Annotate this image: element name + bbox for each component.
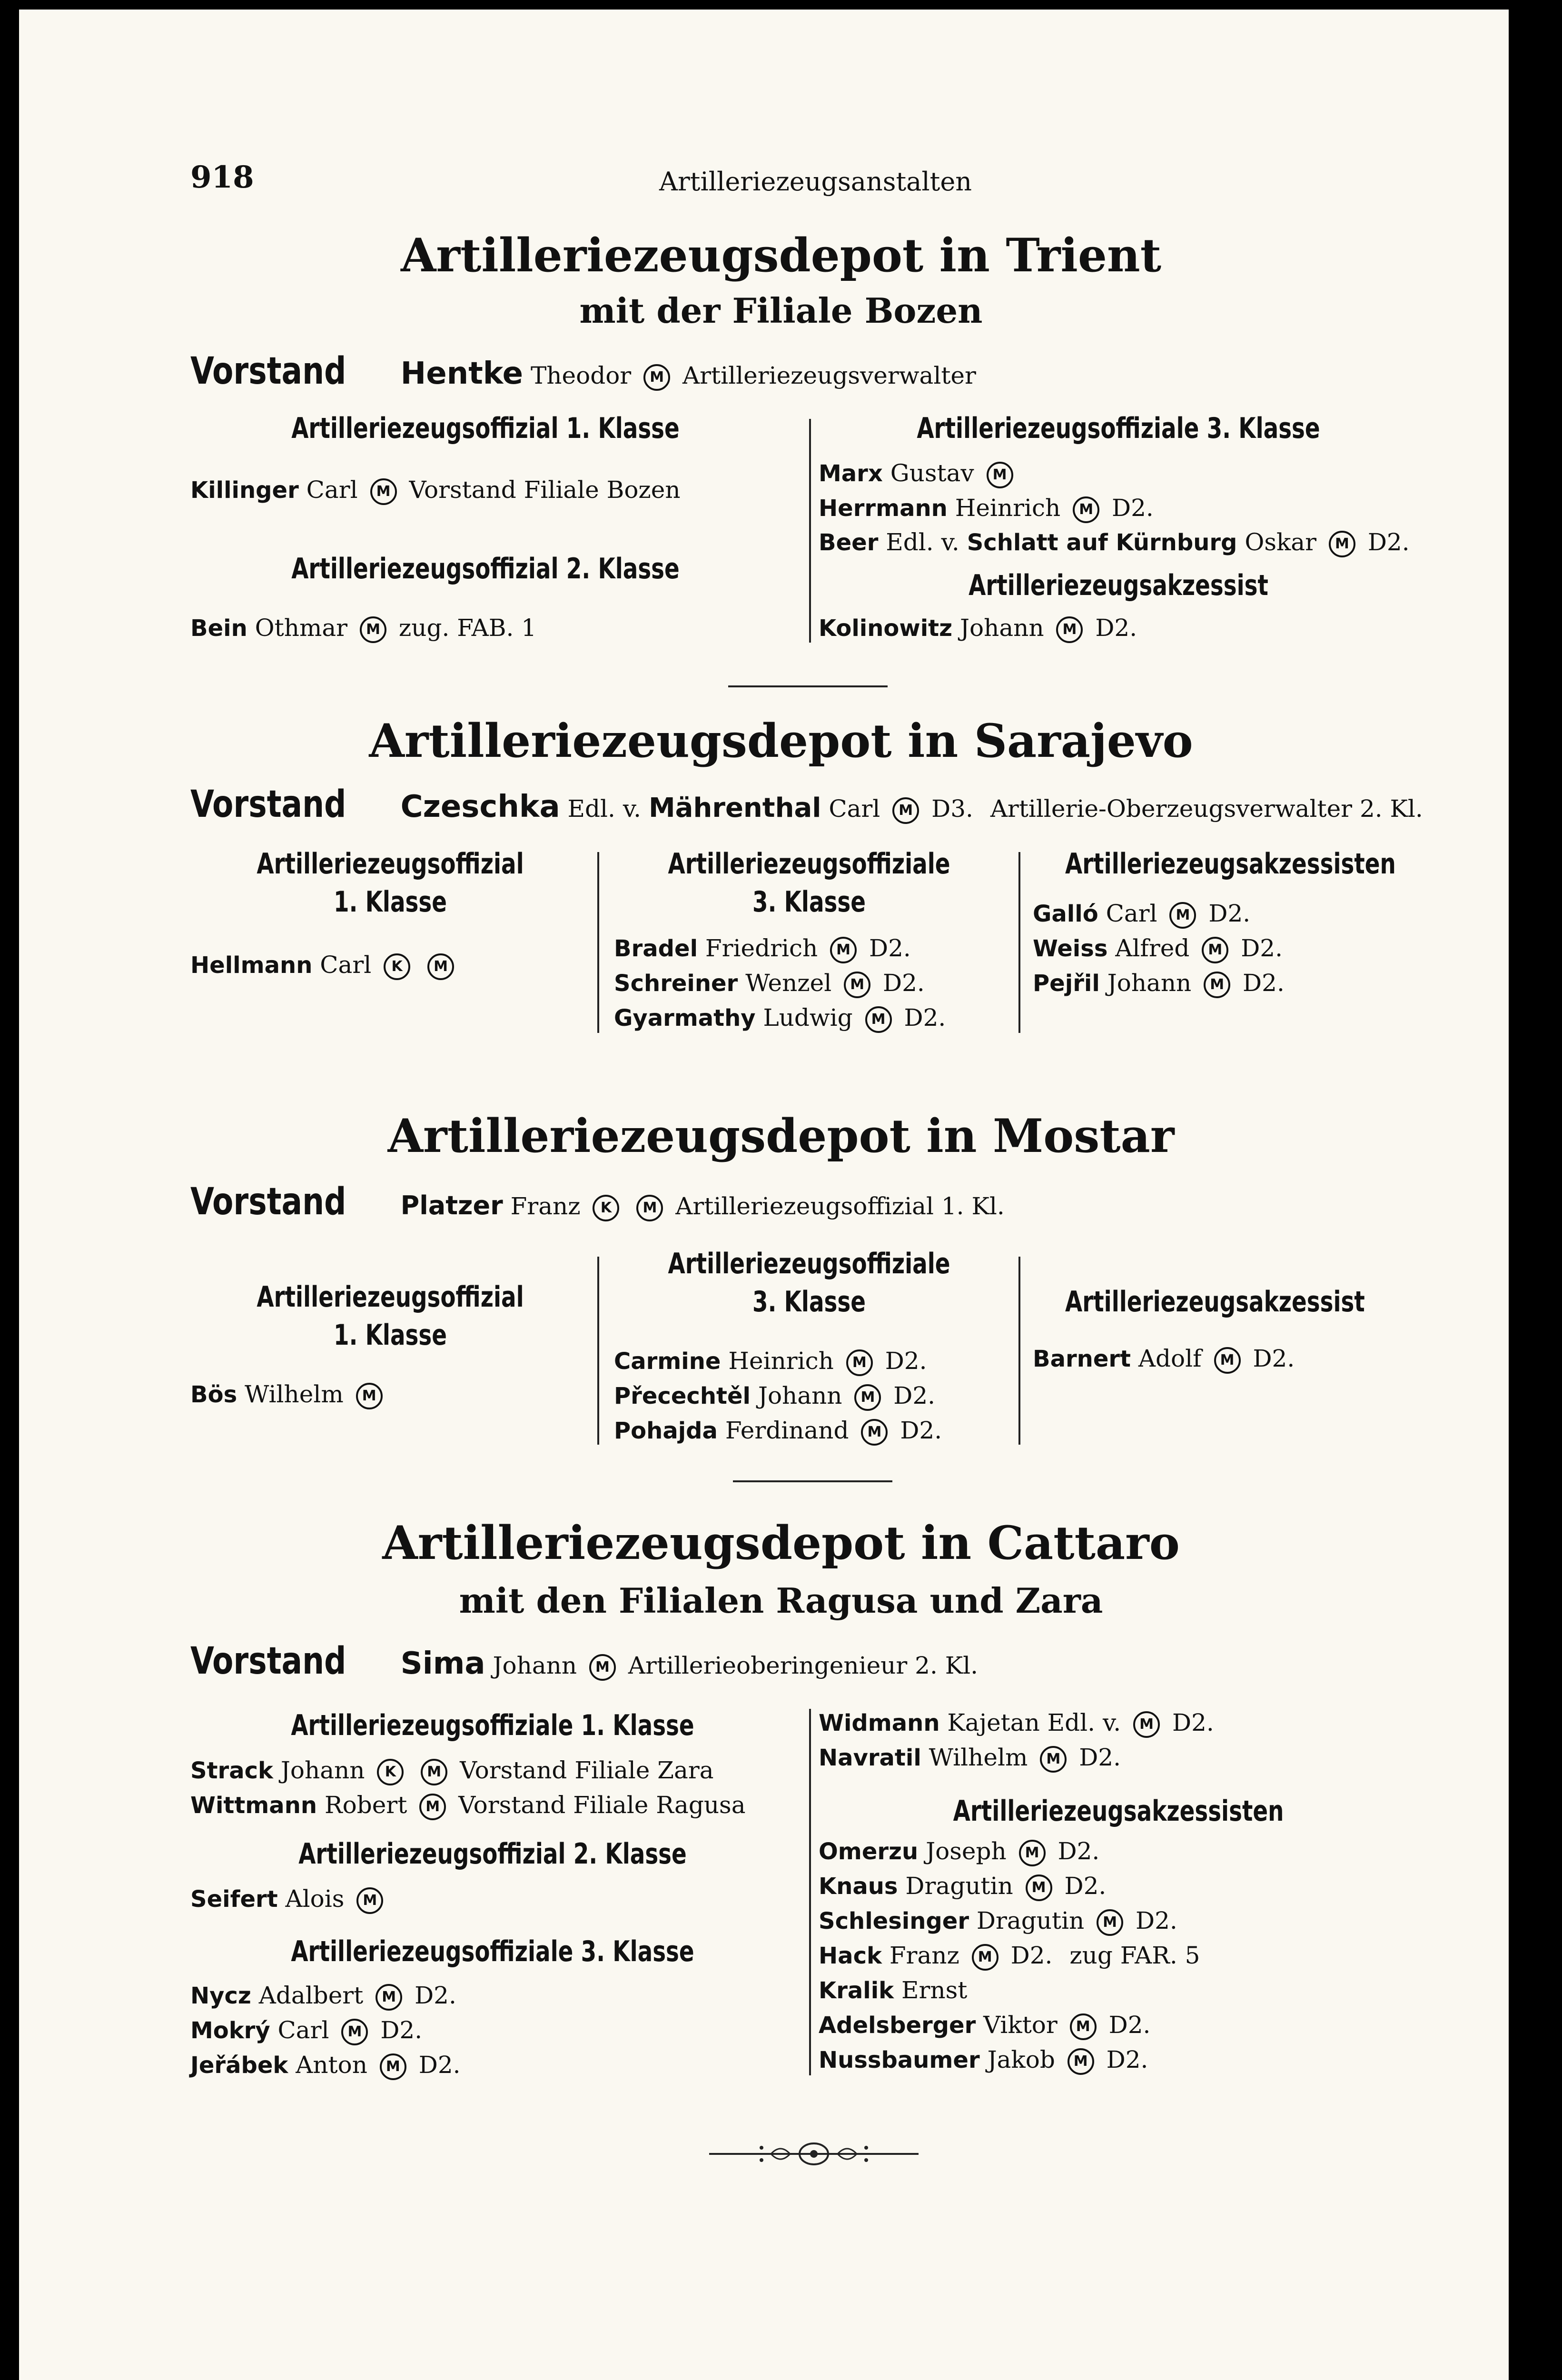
- m-badge-icon: M: [643, 364, 670, 391]
- list-item: Nycz Adalbert M D2.: [190, 1982, 456, 2011]
- column-heading: 1. Klasse: [334, 1319, 447, 1352]
- list-item: Hack Franz M D2. zug FAR. 5: [819, 1942, 1200, 1971]
- vorstand-role: Artilleriezeugsverwalter: [682, 362, 976, 389]
- m-badge-icon: M: [380, 2053, 406, 2080]
- m-badge-icon: M: [1329, 531, 1355, 557]
- column-heading: Artilleriezeugsakzessist: [1065, 1285, 1365, 1319]
- section-heading: Artilleriezeugsakzessist: [969, 569, 1268, 602]
- list-item: Přecechtěl Johann M D2.: [614, 1382, 935, 1411]
- m-badge-icon: M: [636, 1195, 663, 1221]
- column-divider: [809, 1709, 811, 2075]
- column-heading: 3. Klasse: [752, 1285, 866, 1319]
- m-badge-icon: M: [844, 972, 870, 998]
- list-item: Beer Edl. v. Schlatt auf Kürnburg Oskar M D2.: [819, 528, 1410, 557]
- vorstand-surname: Sima: [400, 1646, 485, 1681]
- column-heading: Artilleriezeugsakzessisten: [1065, 847, 1396, 881]
- section-heading: Artilleriezeugsoffizial 2. Klasse: [298, 1837, 687, 1871]
- section-rule: [728, 685, 888, 687]
- m-badge-icon: M: [1026, 1874, 1052, 1901]
- m-badge-icon: M: [419, 1794, 446, 1820]
- m-badge-icon: M: [360, 616, 386, 643]
- section-rule: [733, 1480, 892, 1482]
- vorstand-surname: Hentke: [400, 356, 524, 391]
- column-heading: Artilleriezeugsoffiziale: [668, 847, 950, 881]
- page-number: 918: [190, 159, 254, 195]
- m-badge-icon: M: [356, 1887, 383, 1914]
- list-item: Omerzu Joseph M D2.: [819, 1837, 1099, 1866]
- column-heading: Artilleriezeugsoffizial: [257, 1280, 524, 1314]
- list-item: Pejřil Johann M D2.: [1033, 969, 1285, 998]
- m-badge-icon: M: [1169, 902, 1196, 929]
- ornament-divider-icon: [709, 2137, 919, 2171]
- m-badge-icon: M: [846, 1349, 873, 1376]
- column-heading: 3. Klasse: [752, 885, 866, 919]
- m-badge-icon: M: [1214, 1347, 1241, 1374]
- m-badge-icon: M: [1040, 1746, 1067, 1773]
- list-item: Pohajda Ferdinand M D2.: [614, 1417, 942, 1446]
- list-item: Kralik Ernst: [819, 1976, 968, 2004]
- column-divider: [1018, 852, 1020, 1033]
- m-badge-icon: M: [1019, 1840, 1046, 1866]
- list-item: Seifert Alois M: [190, 1885, 388, 1914]
- list-item: Bein Othmar M zug. FAB. 1: [190, 614, 536, 643]
- column-heading: Artilleriezeugsoffiziale: [668, 1247, 950, 1280]
- m-badge-icon: M: [1073, 496, 1099, 523]
- cattaro-vorstand-line: Vorstand Sima Johann M Artillerieoberingenieur 2. Kl.: [190, 1640, 979, 1683]
- list-item: Barnert Adolf M D2.: [1033, 1345, 1295, 1374]
- vorstand-label: Vorstand: [190, 350, 346, 393]
- list-item: Schreiner Wenzel M D2.: [614, 969, 925, 998]
- mostar-title: Artilleriezeugsdepot in Mostar: [387, 1109, 1175, 1163]
- list-item: Killinger Carl M Vorstand Filiale Bozen: [190, 476, 681, 505]
- k-badge-icon: K: [593, 1195, 619, 1221]
- vorstand-role: Artillerie-Oberzeugsverwalter 2. Kl.: [990, 795, 1423, 823]
- list-item: Weiss Alfred M D2.: [1033, 934, 1283, 963]
- list-item: Adelsberger Viktor M D2.: [819, 2011, 1150, 2040]
- m-badge-icon: M: [1202, 937, 1228, 963]
- list-item: Nussbaumer Jakob M D2.: [819, 2046, 1148, 2075]
- list-item: Mokrý Carl M D2.: [190, 2016, 422, 2045]
- m-badge-icon: M: [356, 1383, 383, 1409]
- list-item: Bös Wilhelm M: [190, 1380, 387, 1409]
- column-divider: [597, 852, 599, 1033]
- cattaro-title: Artilleriezeugsdepot in Cattaro: [382, 1516, 1180, 1570]
- sarajevo-vorstand-line: Vorstand Czeschka Edl. v. Mährenthal Carl M D3. Artillerie-Oberzeugsverwalter 2. Kl.: [190, 783, 1423, 826]
- list-item: Widmann Kajetan Edl. v. M D2.: [819, 1709, 1214, 1738]
- trient-subtitle: mit der Filiale Bozen: [579, 290, 983, 331]
- m-badge-icon: M: [972, 1944, 998, 1971]
- m-badge-icon: M: [589, 1654, 616, 1681]
- m-badge-icon: M: [854, 1384, 881, 1411]
- section-heading: Artilleriezeugsoffizial 1. Klasse: [291, 412, 680, 445]
- list-item: Knaus Dragutin M D2.: [819, 1872, 1106, 1901]
- column-divider: [597, 1257, 599, 1445]
- vorstand-role: Artilleriezeugsoffizial 1. Kl.: [675, 1192, 1005, 1220]
- list-item: Carmine Heinrich M D2.: [614, 1347, 927, 1376]
- list-item: Strack Johann K M Vorstand Filiale Zara: [190, 1756, 714, 1785]
- m-badge-icon: M: [1068, 2048, 1094, 2075]
- list-item: Bradel Friedrich M D2.: [614, 934, 911, 963]
- list-item: Navratil Wilhelm M D2.: [819, 1744, 1121, 1773]
- trient-title: Artilleriezeugsdepot in Trient: [400, 228, 1162, 282]
- m-badge-icon: M: [892, 797, 919, 824]
- m-badge-icon: M: [830, 937, 857, 963]
- m-badge-icon: M: [1056, 616, 1083, 643]
- column-heading: Artilleriezeugsoffizial: [257, 847, 524, 881]
- list-item: Galló Carl M D2.: [1033, 900, 1250, 929]
- m-badge-icon: M: [421, 1759, 447, 1785]
- list-item: Wittmann Robert M Vorstand Filiale Ragusa: [190, 1791, 746, 1820]
- vorstand-given: Theodor: [530, 362, 632, 389]
- list-item: Kolinowitz Johann M D2.: [819, 614, 1137, 643]
- section-heading: Artilleriezeugsoffiziale 3. Klasse: [291, 1935, 694, 1968]
- list-item: Herrmann Heinrich M D2.: [819, 494, 1154, 523]
- list-item: Hellmann Carl K M: [190, 951, 459, 980]
- column-divider: [809, 419, 811, 643]
- m-badge-icon: M: [865, 1006, 892, 1033]
- m-badge-icon: M: [987, 462, 1013, 488]
- column-heading: 1. Klasse: [334, 885, 447, 919]
- running-title: Artilleriezeugsanstalten: [659, 167, 972, 197]
- section-heading: Artilleriezeugsoffiziale 1. Klasse: [291, 1709, 694, 1742]
- m-badge-icon: M: [1133, 1711, 1160, 1738]
- list-item: Schlesinger Dragutin M D2.: [819, 1907, 1177, 1936]
- k-badge-icon: K: [384, 953, 410, 980]
- m-badge-icon: M: [1204, 972, 1230, 998]
- list-item: Gyarmathy Ludwig M D2.: [614, 1004, 946, 1033]
- column-divider: [1018, 1257, 1020, 1445]
- vorstand-label: Vorstand: [190, 1640, 346, 1683]
- sarajevo-title: Artilleriezeugsdepot in Sarajevo: [369, 714, 1193, 768]
- vorstand-role: Artillerieoberingenieur 2. Kl.: [628, 1652, 979, 1679]
- m-badge-icon: M: [341, 2019, 368, 2045]
- m-badge-icon: M: [1070, 2013, 1097, 2040]
- vorstand-surname: Czeschka: [400, 789, 560, 824]
- cattaro-subtitle: mit den Filialen Ragusa und Zara: [459, 1580, 1103, 1621]
- section-heading: Artilleriezeugsoffizial 2. Klasse: [291, 552, 680, 585]
- section-heading: Artilleriezeugsoffiziale 3. Klasse: [917, 412, 1320, 445]
- vorstand-label: Vorstand: [190, 1180, 346, 1223]
- m-badge-icon: M: [370, 478, 397, 505]
- list-item: Jeřábek Anton M D2.: [190, 2051, 461, 2080]
- vorstand-surname: Platzer: [400, 1190, 503, 1220]
- section-heading: Artilleriezeugsakzessisten: [953, 1795, 1284, 1828]
- trient-vorstand-line: [190, 350, 976, 393]
- m-badge-icon: M: [1097, 1909, 1123, 1936]
- list-item: Marx Gustav M: [819, 459, 1018, 488]
- mostar-vorstand-line: Vorstand Platzer Franz K M Artilleriezeugsoffizial 1. Kl.: [190, 1180, 1005, 1223]
- m-badge-icon: M: [861, 1419, 888, 1446]
- vorstand-label: Vorstand: [190, 783, 346, 826]
- m-badge-icon: M: [427, 953, 454, 980]
- k-badge-icon: K: [377, 1759, 404, 1785]
- m-badge-icon: M: [376, 1984, 402, 2011]
